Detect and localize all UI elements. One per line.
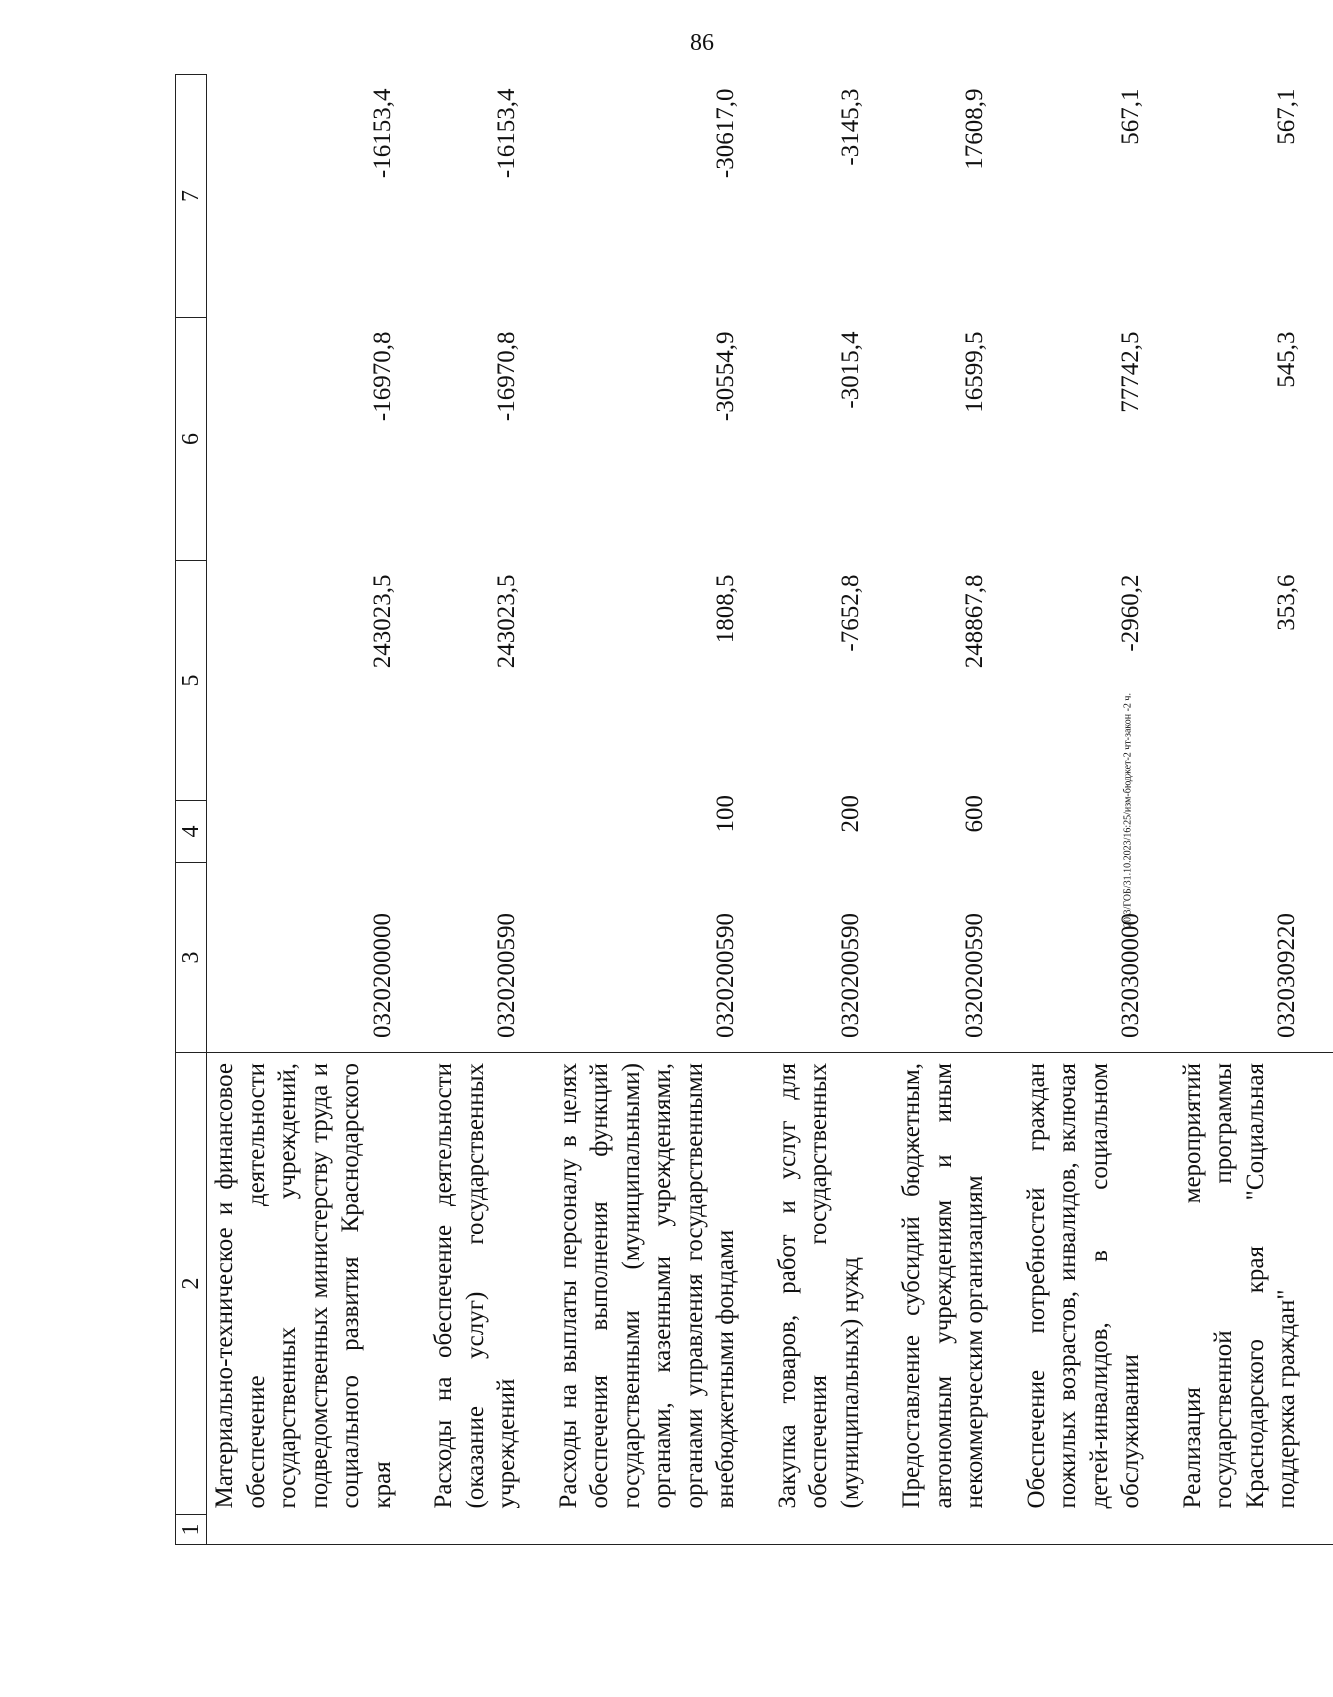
row-code: 0320200000 [368,913,396,1038]
table-row [207,75,429,1545]
table-row [896,75,1021,1545]
row-description: Предоставление субсидий бюджетным, автономным учреждениям и иным некоммерческим организациям [896,1053,1021,1515]
row-value-col5: 248867,8 [961,574,989,669]
row-description: Реализация мероприятий государственной программы Краснодарского края "Социальная поддержка граждан" [1177,1053,1333,1515]
row-value-col7: 567,1 [1273,88,1301,145]
row-number-cell [896,1515,1021,1545]
row-number-cell [772,1515,897,1545]
row-value-col7: 17608,9 [961,88,989,170]
row-number-cell [428,1515,553,1545]
row-value-col5: 353,6 [1273,574,1301,631]
row-expense-type: 600 [961,795,989,833]
row-code: 0320300000 [1117,913,1145,1038]
row-expense-type: 200 [836,795,864,833]
row-number-cell [553,1515,772,1545]
row-value-col5: 1808,5 [712,574,740,644]
header-col-5: 5 [176,561,207,801]
header-col-7: 7 [176,75,207,318]
row-code: 0320200590 [961,913,989,1038]
footer-stamp: 20.3/ГОБ/31.10.2023/16:25/изм-бюджет-2 чт-закон -2 ч. [1122,693,1134,927]
row-code: 0320309220 [1273,913,1301,1038]
header-col-3: 3 [176,863,207,1053]
row-value-col7: -16153,4 [368,88,396,179]
row-description: Обеспечение потребностей граждан пожилых возрастов, инвалидов, включая детей-инвалидов, в социальном обслуживании [1021,1053,1177,1515]
row-expense-type [207,801,429,863]
row-value-col6: -16970,8 [368,331,396,422]
row-number-cell [1177,1515,1333,1545]
row-code: 0320200590 [836,913,864,1038]
row-value-col7: -16153,4 [493,88,521,179]
header-col-6: 6 [176,318,207,561]
table-row [1021,75,1177,1545]
table-row [428,75,553,1545]
row-expense-type [1177,801,1333,863]
page-number: 86 [690,30,714,56]
header-col-2: 2 [176,1053,207,1515]
row-value-col6: -3015,4 [836,331,864,409]
table-row [772,75,897,1545]
row-value-col7: 567,1 [1117,88,1145,145]
header-col-1: 1 [176,1515,207,1545]
table-header-row [176,75,207,1545]
row-code: 0320200590 [712,913,740,1038]
row-number-cell [207,1515,429,1545]
row-description: Расходы на обеспечение деятельности (оказание услуг) государственных учреждений [428,1053,553,1515]
row-expense-type: 100 [712,795,740,833]
row-description: Расходы на выплаты персоналу в целях обеспечения выполнения функций государственными (муниципальными) органами, казенными учреждениями, органами управления государственными внебюджетными фондами [553,1053,772,1515]
row-number-cell [1021,1515,1177,1545]
row-value-col5: -2960,2 [1117,574,1145,652]
row-value-col7: -3145,3 [836,88,864,166]
table-row [1177,75,1333,1545]
row-value-col6: 545,3 [1273,331,1301,388]
row-value-col5: 243023,5 [368,574,396,669]
row-value-col6: 77742,5 [1117,331,1145,413]
row-description: Закупка товаров, работ и услуг для обеспечения государственных (муниципальных) нужд [772,1053,897,1515]
budget-table [175,74,1333,1545]
row-value-col6: -16970,8 [493,331,521,422]
row-expense-type [1021,801,1177,863]
row-value-col6: 16599,5 [961,331,989,413]
row-description: Материально-техническое и финансовое обеспечение деятельности государственных учреждений, подведомственных министерству труда и социального развития Краснодарского края [207,1053,429,1515]
row-value-col6: -30554,9 [712,331,740,422]
row-value-col5: -7652,8 [836,574,864,652]
row-value-col7: -30617,0 [712,88,740,179]
row-value-col5: 243023,5 [493,574,521,669]
row-expense-type [428,801,553,863]
row-code: 0320200590 [493,913,521,1038]
table-row [553,75,772,1545]
header-col-4: 4 [176,801,207,863]
